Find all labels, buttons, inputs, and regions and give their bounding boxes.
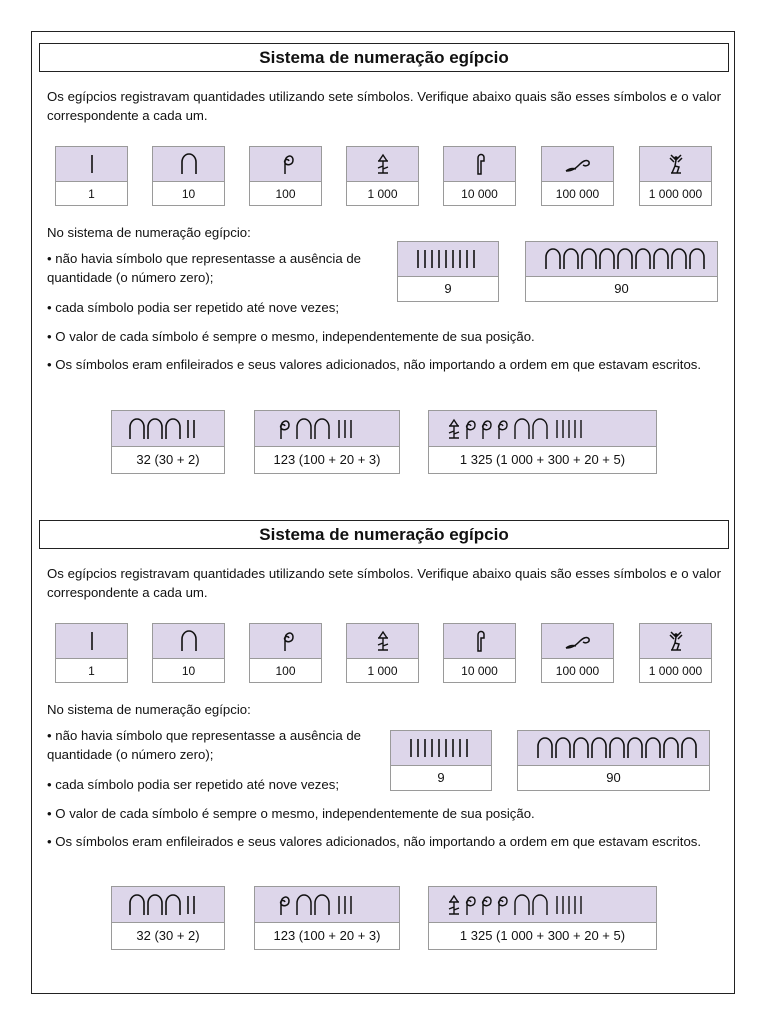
finger-icon [465,628,495,654]
rule-item: • cada símbolo podia ser repetido até nove vezes; [47,300,339,315]
heel-bone-icon [174,151,204,177]
section-1 [39,43,729,513]
nine-strokes-glyph [410,247,490,271]
symbol-value: 100 [275,187,296,201]
symbol-card [443,146,516,206]
repeat-example-value: 9 [444,281,452,296]
intro-text: Os egípcios registravam quantidades utilizando sete símbolos. Verifique abaixo quais são esses símbolos e o valor correspondente a cada um. [47,566,721,600]
egyptian-123-glyph [267,417,387,441]
stroke-icon [77,628,107,654]
section-title: Sistema de numeração egípcio [39,43,729,72]
egyptian-32-glyph [124,417,220,441]
example-value: 32 (30 + 2) [136,452,200,467]
lotus-flower-icon [368,628,398,654]
section-2 [39,520,729,990]
nine-strokes-glyph [403,736,483,760]
symbol-value: 1 000 [367,664,398,678]
rule-item: • cada símbolo podia ser repetido até nove vezes; [47,777,339,792]
symbol-table [55,623,712,683]
symbol-card [346,146,419,206]
example-card [428,886,657,950]
nine-heel-bones-glyph [538,247,708,271]
rule-item: • Os símbolos eram enfileirados e seus valores adicionados, não importando a ordem em que estavam escritos. [47,834,702,849]
egyptian-1325-glyph [441,417,641,441]
symbol-value: 10 000 [461,187,498,201]
symbol-card [639,623,712,683]
rule-item: • não havia símbolo que representasse a ausência de quantidade (o número zero); [47,251,361,285]
example-value: 32 (30 + 2) [136,928,200,943]
egyptian-32-glyph [124,893,220,917]
symbol-card [55,623,128,683]
rule-item: • Os símbolos eram enfileirados e seus valores adicionados, não importando a ordem em que estavam escritos. [47,357,702,372]
symbol-value: 100 [275,664,296,678]
egyptian-1325-glyph [441,893,641,917]
symbol-value: 10 [181,664,196,678]
example-card [254,886,400,950]
symbol-value: 10 [181,187,196,201]
repeat-example-card [525,241,718,302]
symbol-card [249,146,322,206]
rule-item: • O valor de cada símbolo é sempre o mesmo, independentemente de sua posição. [47,329,535,344]
symbol-value: 1 [88,187,95,201]
symbol-value: 1 000 000 [648,664,703,678]
symbol-card [152,146,225,206]
rules-heading: No sistema de numeração egípcio: [47,225,251,240]
symbol-table [55,146,712,206]
example-card [111,886,225,950]
symbol-value: 10 000 [461,664,498,678]
symbol-value: 1 000 [367,187,398,201]
symbol-card [639,146,712,206]
example-value: 1 325 (1 000 + 300 + 20 + 5) [459,452,626,467]
symbol-card [346,623,419,683]
coil-of-rope-icon [271,151,301,177]
repeat-example-card [397,241,499,302]
example-card [111,410,225,474]
tadpole-icon [563,151,593,177]
symbol-card [443,623,516,683]
lotus-flower-icon [368,151,398,177]
symbol-card [541,623,614,683]
repeat-example-value: 90 [614,281,629,296]
repeat-example-card [390,730,492,791]
example-value: 123 (100 + 20 + 3) [273,452,381,467]
repeat-example-card [517,730,710,791]
example-card [428,410,657,474]
example-card [254,410,400,474]
example-value: 123 (100 + 20 + 3) [273,928,381,943]
stroke-icon [77,151,107,177]
astonished-man-icon [661,151,691,177]
symbol-value: 1 [88,664,95,678]
rule-item: • O valor de cada símbolo é sempre o mesmo, independentemente de sua posição. [47,806,535,821]
coil-of-rope-icon [271,628,301,654]
egyptian-123-glyph [267,893,387,917]
symbol-card [55,146,128,206]
symbol-value: 1 000 000 [648,187,703,201]
rules-heading: No sistema de numeração egípcio: [47,702,251,717]
symbol-card [152,623,225,683]
symbol-value: 100 000 [555,187,600,201]
heel-bone-icon [174,628,204,654]
symbol-value: 100 000 [555,664,600,678]
intro-text: Os egípcios registravam quantidades utilizando sete símbolos. Verifique abaixo quais são esses símbolos e o valor correspondente a cada um. [47,89,721,123]
rule-item: • não havia símbolo que representasse a ausência de quantidade (o número zero); [47,728,361,762]
nine-heel-bones-glyph [530,736,700,760]
section-title: Sistema de numeração egípcio [39,520,729,549]
finger-icon [465,151,495,177]
symbol-card [541,146,614,206]
astonished-man-icon [661,628,691,654]
tadpole-icon [563,628,593,654]
symbol-card [249,623,322,683]
example-value: 1 325 (1 000 + 300 + 20 + 5) [459,928,626,943]
repeat-example-value: 90 [606,770,621,785]
repeat-example-value: 9 [437,770,445,785]
